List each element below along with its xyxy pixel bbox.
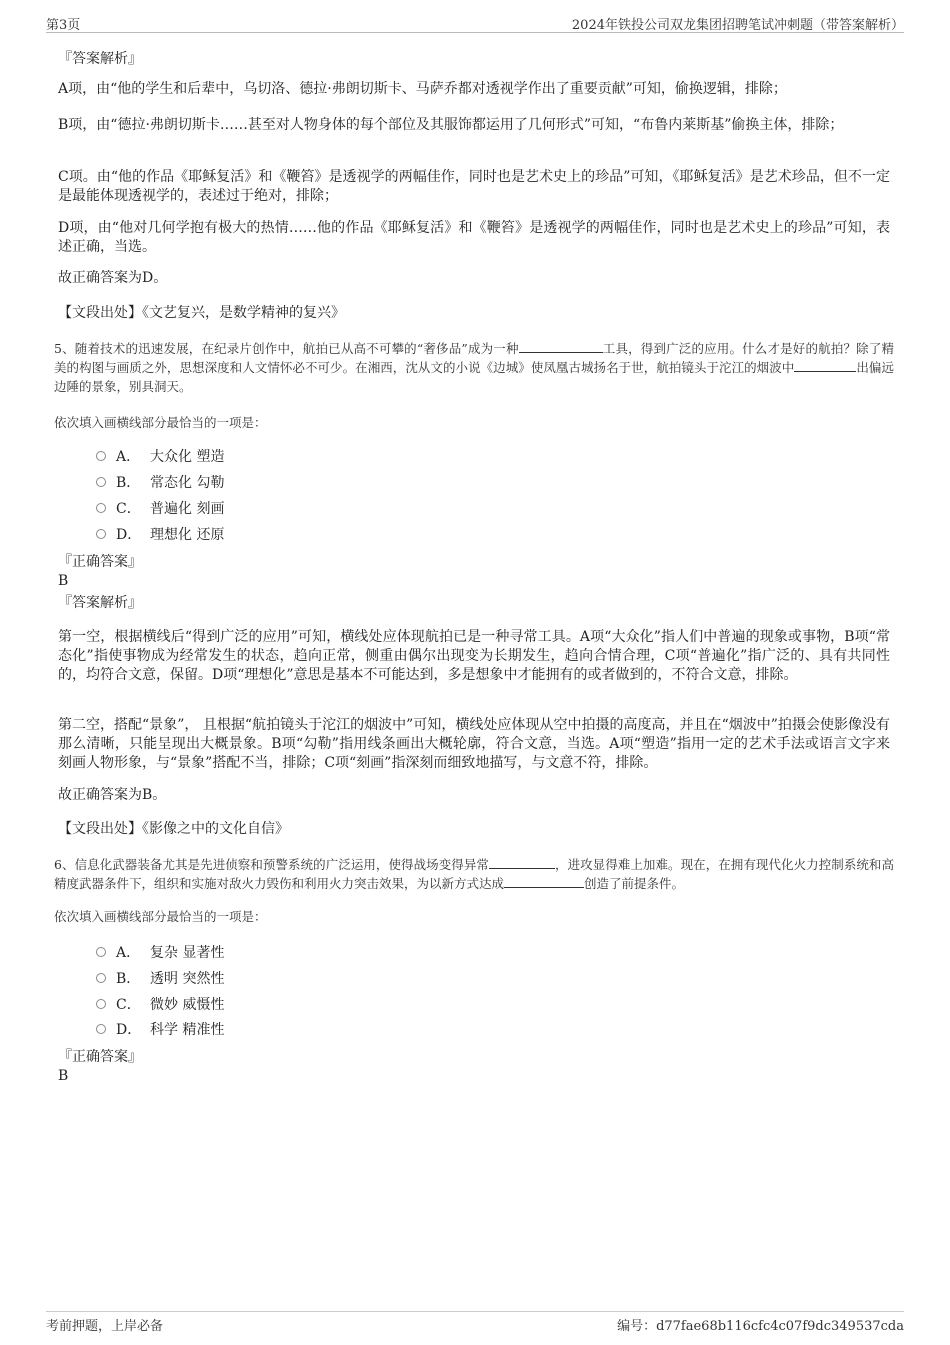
q6-option-a[interactable]: A． 复杂 显著性 (96, 943, 224, 963)
footer-slogan: 考前押题，上岸必备 (46, 1319, 164, 1334)
q5-option-c[interactable]: C． 普遍化 刻画 (96, 499, 224, 519)
radio-icon[interactable] (96, 1024, 106, 1034)
q5-option-d[interactable]: D． 理想化 还原 (96, 525, 224, 545)
blank-line (504, 875, 584, 888)
q5-source: 【文段出处】《影像之中的文化自信》 (58, 821, 289, 837)
blank-line (519, 340, 603, 353)
q5-prompt: 依次填入画横线部分最恰当的一项是： (54, 415, 267, 430)
radio-icon[interactable] (96, 451, 106, 461)
q4-analysis-d: D项，由“他对几何学抱有极大的热情……他的作品《耶稣复活》和《鞭笞》是透视学的两幅佳作，同时也是艺术史上的珍品”可知，表述正确，当选。 (58, 220, 890, 255)
radio-icon[interactable] (96, 529, 106, 539)
blank-line (794, 359, 856, 372)
q4-analysis-c: C项。由“他的作品《耶稣复活》和《鞭笞》是透视学的两幅佳作，同时也是艺术史上的珍品”可知，《耶稣复活》是艺术珍品，但不一定是最能体现透视学的，表述过于绝对，排除； (58, 169, 890, 204)
q6-answer: B (58, 1068, 69, 1084)
q5-option-b[interactable]: B． 常态化 勾勒 (96, 473, 224, 493)
q4-conclusion: 故正确答案为D。 (58, 270, 168, 286)
q5-analysis-p2: 第二空，搭配“景象”， 且根据“航拍镜头于沱江的烟波中”可知，横线处应体现从空中拍摄的高度高，并且在“烟波中”拍摄会使影像没有那么清晰，只能呈现出大概景象。B项“勾勒”指用线条画出大概轮廓，符合文意，当选。A项“塑造”指用一定的艺术手法或语言文字来刻画人物形象，与“景象”搭配不当，排除；C项“刻画”指深刻而细致地描写，与文意不符，排除。 (58, 717, 890, 771)
q5-conclusion: 故正确答案为B。 (58, 787, 167, 803)
radio-icon[interactable] (96, 947, 106, 957)
analysis-label: 『答案解析』 (58, 51, 142, 67)
q4-source: 【文段出处】《文艺复兴，是数学精神的复兴》 (58, 305, 345, 321)
page-header (46, 12, 904, 33)
blank-line (489, 856, 555, 869)
radio-icon[interactable] (96, 503, 106, 513)
page-footer (46, 1311, 904, 1336)
q6-prompt: 依次填入画横线部分最恰当的一项是： (54, 909, 267, 924)
analysis-label: 『答案解析』 (58, 595, 142, 611)
q4-analysis-b: B项，由“德拉·弗朗切斯卡……甚至对人物身体的每个部位及其服饰都运用了几何形式”可知，“布鲁内莱斯基”偷换主体，排除； (58, 117, 844, 133)
radio-icon[interactable] (96, 999, 106, 1009)
q5-option-a[interactable]: A． 大众化 塑造 (96, 447, 224, 467)
page-number: 第3页 (46, 18, 81, 33)
document-title: 2024年铁投公司双龙集团招聘笔试冲刺题（带答案解析） (571, 18, 904, 33)
answer-label: 『正确答案』 (58, 1049, 142, 1065)
q5-answer: B (58, 573, 69, 589)
q5-stem: 5、随着技术的迅速发展，在纪录片创作中，航拍已从高不可攀的“奢侈品”成为一种 工具，得到广泛的应用。什么才是好的航拍？除了精美的构图与画质之外，思想深度和人文情怀必不可少。在湘西，沈从文的小说《边城》使凤凰古城扬名于世，航拍镜头于沱江的烟波中 出偏远边陲的景象，别具洞天。 (54, 341, 894, 394)
q4-analysis-a: A项，由“他的学生和后辈中，乌切洛、德拉·弗朗切斯卡、马萨乔都对透视学作出了重要贡献”可知，偷换逻辑，排除； (58, 81, 787, 97)
q6-option-c[interactable]: C． 微妙 威慑性 (96, 995, 224, 1015)
q6-stem: 6、信息化武器装备尤其是先进侦察和预警系统的广泛运用，使得战场变得异常 ，进攻显得难上加难。现在，在拥有现代化火力控制系统和高精度武器条件下，组织和实施对敌火力毁伤和利用火力突击效果，为以新方式达成 创造了前提条件。 (54, 857, 894, 891)
answer-label: 『正确答案』 (58, 554, 142, 570)
radio-icon[interactable] (96, 477, 106, 487)
q6-option-b[interactable]: B． 透明 突然性 (96, 969, 224, 989)
radio-icon[interactable] (96, 973, 106, 983)
footer-serial: 编号：d77fae68b116cfc4c07f9dc349537cda (617, 1319, 904, 1334)
q6-option-d[interactable]: D． 科学 精准性 (96, 1020, 224, 1040)
q5-analysis-p1: 第一空，根据横线后“得到广泛的应用”可知，横线处应体现航拍已是一种寻常工具。A项“大众化”指人们中普遍的现象或事物，B项“常态化”指使事物成为经常发生的状态，趋向正常，侧重由偶尔出现变为长期发生，趋向合情合理，C项“普遍化”指广泛的、具有共同性的，均符合文意，保留。D项“理想化”意思是基本不可能达到，多是想象中才能拥有的或者做到的，不符合文意，排除。 (58, 629, 890, 683)
